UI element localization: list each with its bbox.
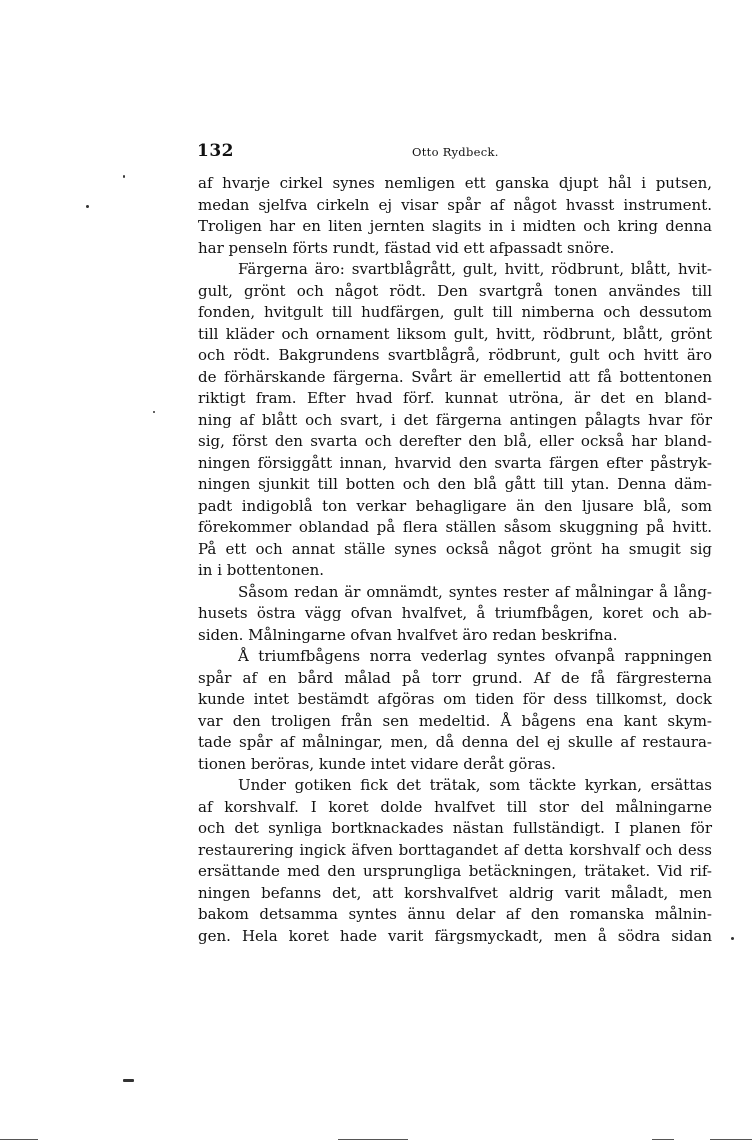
text-line: Såsom redan är omnämdt, syntes rester af målningar å lång- (238, 582, 712, 601)
text-line: medan sjelfva cirkeln ej visar spår af något hvasst instrument. (198, 195, 712, 214)
text-line: och rödt. Bakgrundens svartblågrå, rödbrunt, gult och hvitt äro (198, 346, 712, 364)
text-line: gen. Hela koret hade varit färgsmyckadt, men å södra sidan (198, 926, 712, 945)
text-line: var den troligen från sen medeltid. Å bågens ena kant skym- (198, 711, 712, 730)
text-line: Under gotiken fick det trätak, som täckte kyrkan, ersättas (238, 776, 712, 794)
text-line: ersättande med den ursprungliga betäckningen, trätaket. Vid rif- (198, 862, 712, 880)
scan-speck (123, 1079, 134, 1082)
text-line: och det synliga bortknackades nästan fullständigt. I planen för (198, 819, 712, 837)
text-line: tionen beröras, kunde intet vidare deråt göras. (198, 754, 556, 773)
text-line: gult, grönt och något rödt. Den svartgrå tonen användes till (198, 281, 712, 300)
text-line: spår af en bård målad på torr grund. Af de få färgresterna (198, 668, 712, 687)
scan-speck (153, 411, 155, 413)
body-text (198, 173, 712, 947)
text-line: riktigt fram. Efter hvad förf. kunnat utröna, är det en bland- (198, 389, 712, 407)
text-line: ning af blått och svart, i det färgerna antingen pålagts hvar för (198, 410, 712, 429)
text-line: ningen befanns det, att korshvalfvet aldrig varit måladt, men (198, 883, 712, 902)
text-line: Färgerna äro: svartblågrått, gult, hvitt, rödbrunt, blått, hvit- (238, 260, 712, 278)
text-line: af korshvalf. I koret dolde hvalfvet till stor del målningarne (198, 797, 712, 816)
text-line: restaurering ingick äfven borttagandet af detta korshvalf och dess (198, 840, 712, 859)
scan-speck (123, 175, 125, 178)
scan-edge-mark (338, 1139, 408, 1140)
text-line: tade spår af målningar, men, då denna del ej skulle af restaura- (198, 733, 712, 751)
text-line: förekommer oblandad på flera ställen såsom skuggning på hvitt. (198, 518, 712, 536)
text-line: ningen sjunkit till botten och den blå gått till ytan. Denna däm- (198, 475, 712, 493)
text-line: har penseln förts rundt, fästad vid ett afpassadt snöre. (198, 238, 615, 257)
scan-speck (86, 205, 89, 208)
text-line: Troligen har en liten jernten slagits in i midten och kring denna (198, 217, 712, 235)
text-line: af hvarje cirkel synes nemligen ett ganska djupt hål i putsen, (198, 174, 712, 192)
scan-speck (731, 937, 734, 940)
text-line: siden. Målningarne ofvan hvalfvet äro redan beskrifna. (198, 625, 618, 644)
scan-edge-mark (652, 1139, 674, 1140)
text-line: På ett och annat ställe synes också något grönt ha smugit sig (198, 539, 712, 558)
text-line: in i bottentonen. (198, 561, 325, 579)
text-line: husets östra vägg ofvan hvalfvet, å triumfbågen, koret och ab- (198, 604, 712, 622)
text-line: fonden, hvitgult till hudfärgen, gult till nimberna och dessutom (198, 303, 712, 321)
text-line: till kläder och ornament liksom gult, hvitt, rödbrunt, blått, grönt (198, 324, 712, 343)
text-line: de förhärskande färgerna. Svårt är emellertid att få bottentonen (198, 367, 712, 386)
text-line: Å triumfbågens norra vederlag syntes ofvanpå rappningen (238, 647, 712, 665)
text-line: sig, först den svarta och derefter den blå, eller också har bland- (198, 432, 712, 450)
text-line: bakom detsamma syntes ännu delar af den romanska målnin- (198, 905, 712, 923)
text-line: ningen försiggått innan, hvarvid den svarta färgen efter påstryk- (198, 453, 712, 472)
text-line: padt indigoblå ton verkar behagligare än den ljusare blå, som (198, 496, 712, 515)
text-line: kunde intet bestämdt afgöras om tiden för dess tillkomst, dock (198, 690, 712, 708)
page-number: 132 (197, 141, 234, 161)
scan-edge-mark (710, 1139, 752, 1140)
running-head: Otto Rydbeck. (412, 145, 499, 159)
scan-edge-mark (0, 1139, 38, 1140)
